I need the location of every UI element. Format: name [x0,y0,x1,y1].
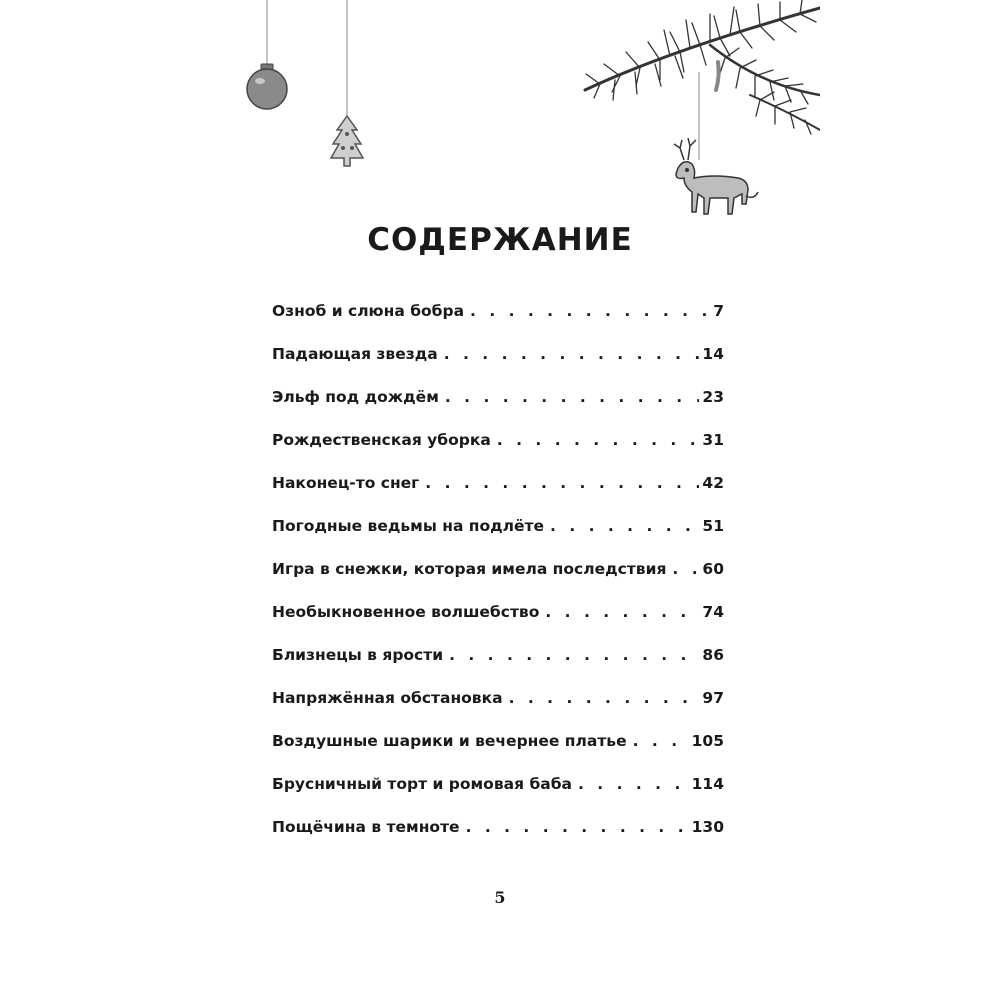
toc-entry-page: 51 [702,517,724,535]
toc-entry-page: 97 [702,689,724,707]
toc-entry-title: Брусничный торт и ромовая баба [272,775,573,793]
toc-leader-dots [466,818,689,836]
toc-entry[interactable] [272,689,724,732]
toc-entry-page: 130 [691,818,724,836]
table-of-contents [272,302,724,861]
gingerbread-tree-icon [331,0,363,166]
page-title: СОДЕРЖАНИЕ [367,222,633,258]
toc-leader-dots [444,345,700,363]
toc-entry-page: 42 [702,474,724,492]
toc-entry-title: Погодные ведьмы на подлёте [272,517,545,535]
toc-leader-dots [449,646,699,664]
toc-entry[interactable] [272,646,724,689]
toc-entry-title: Рождественская уборка [272,431,491,449]
toc-entry[interactable] [272,474,724,517]
toc-leader-dots [633,732,689,750]
toc-entry-page: 86 [702,646,724,664]
toc-entry-title: Напряжённая обстановка [272,689,503,707]
toc-entry-page: 23 [702,388,724,406]
toc-entry[interactable] [272,345,724,388]
christmas-decoration [240,0,820,240]
toc-entry-title: Наконец-то снег [272,474,420,492]
toc-leader-dots [672,560,699,578]
toc-entry-title: Воздушные шарики и вечернее платье [272,732,627,750]
toc-leader-dots [545,603,699,621]
toc-leader-dots [509,689,700,707]
reindeer-ornament-icon [674,72,758,214]
toc-entry-page: 14 [702,345,724,363]
toc-entry[interactable] [272,775,724,818]
toc-entry-title: Падающая звезда [272,345,438,363]
toc-entry-page: 60 [702,560,724,578]
toc-entry-title: Игра в снежки, которая имела последствия [272,560,667,578]
toc-entry[interactable] [272,431,724,474]
toc-entry[interactable] [272,302,724,345]
toc-entry[interactable] [272,818,724,861]
toc-leader-dots [497,431,700,449]
toc-entry[interactable] [272,388,724,431]
toc-entry-title: Необыкновенное волшебство [272,603,540,621]
toc-leader-dots [445,388,700,406]
page-number: 5 [494,888,506,907]
toc-entry-title: Пощёчина в темноте [272,818,460,836]
toc-entry-page: 105 [691,732,724,750]
toc-entry[interactable] [272,560,724,603]
toc-entry-title: Близнецы в ярости [272,646,444,664]
toc-entry-page: 74 [702,603,724,621]
toc-leader-dots [578,775,689,793]
toc-entry-title: Озноб и слюна бобра [272,302,465,320]
toc-leader-dots [550,517,699,535]
toc-entry-page: 31 [702,431,724,449]
toc-entry[interactable] [272,603,724,646]
toc-entry[interactable] [272,732,724,775]
toc-entry[interactable] [272,517,724,560]
toc-entry-page: 7 [713,302,724,320]
toc-entry-page: 114 [691,775,724,793]
fir-branch-icon [585,0,820,134]
toc-leader-dots [470,302,710,320]
christmas-ball-icon [247,0,287,109]
toc-entry-title: Эльф под дождём [272,388,439,406]
toc-leader-dots [425,474,699,492]
